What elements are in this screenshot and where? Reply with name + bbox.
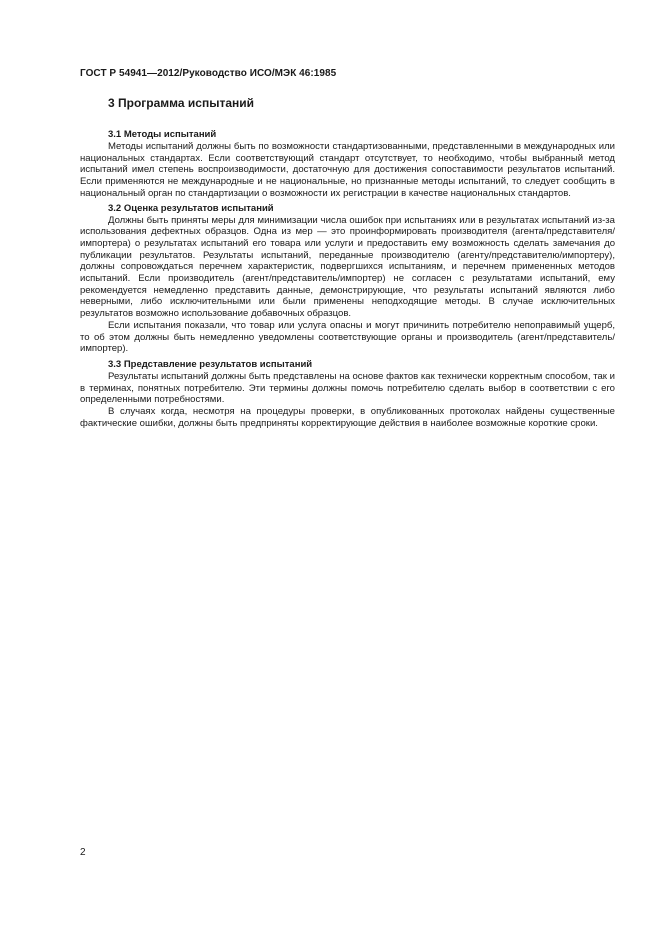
subsection-title-3-2: 3.2 Оценка результатов испытаний xyxy=(108,202,274,214)
page-content xyxy=(80,96,615,429)
paragraph-3-1-1: Методы испытаний должны быть по возможности стандартизованными, представленными в международных или национальных стандартах. Если соответствующий стандарт отсутствует, то необходимо, чтобы выбранный метод испытаний имел степень воспроизводимости, достаточную для достижения сопоставимости результатов испытаний. Если применяются не международные и не национальные, но признанные методы испытаний, то следует сообщить в национальный орган по стандартизации о возможности их регистрации в качестве национальных стандартов. xyxy=(80,141,615,199)
paragraph-3-2-2: Если испытания показали, что товар или услуга опасны и могут причинить потребителю непоправимый ущерб, то об этом должны быть немедленно уведомлены соответствующие органы и производитель (агент/представитель/импортер). xyxy=(80,319,615,355)
paragraph-3-3-2: В случаях когда, несмотря на процедуры проверки, в опубликованных протоколах найдены существенные фактические ошибки, должны быть предприняты корректирующие действия в наиболее возможные короткие сроки. xyxy=(80,406,615,429)
page-number: 2 xyxy=(80,847,86,858)
section-title: 3 Программа испытаний xyxy=(108,96,254,110)
running-header: ГОСТ Р 54941—2012/Руководство ИСО/МЭК 46:1985 xyxy=(80,68,337,79)
subsection-title-3-1: 3.1 Методы испытаний xyxy=(108,129,217,140)
paragraph-3-3-1: Результаты испытаний должны быть представлены на основе фактов как технически корректным способом, так и в терминах, понятных потребителю. Эти термины должны помочь потребителю сделать выбор в соответствии с его определенными потребностями. xyxy=(80,370,615,406)
paragraph-3-2-1: Должны быть приняты меры для минимизации числа ошибок при испытаниях или в результатах испытаний из-за использования дефектных образцов. Одна из мер — это проинформировать производителя (агента/представителя/импортера) о результатах испытаний его товара или услуги и предоставить ему возможность сделать замечания до публикации результатов. Результаты испытаний, переданные производителю (агенту/представителю/импортеру), должны сопровождаться перечнем характеристик, подвергшихся испытаниям, и перечнем примененных методов испытаний. Если производитель (агент/представитель/импортер) не согласен с результатами испытаний, ему рекомендуется немедленно представить данные, демонстрирующие, что результаты испытаний являются либо неверными, либо исключительными или были применены неподходящие методы. В случае исключительных результатов возможно использование добавочных образцов. xyxy=(80,214,615,320)
subsection-title-3-3: 3.3 Представление результатов испытаний xyxy=(108,358,313,370)
